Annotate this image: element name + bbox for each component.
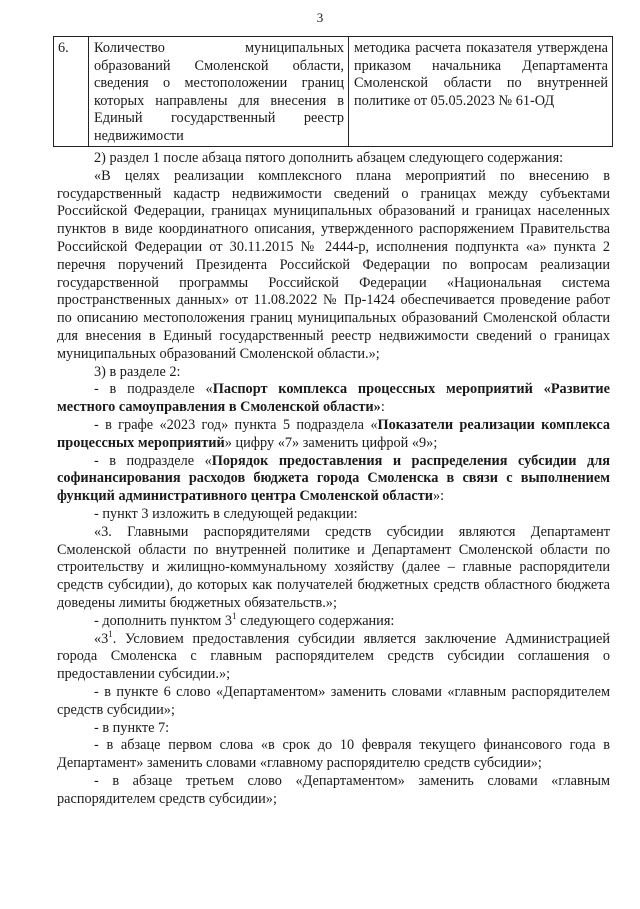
paragraph-quote-point3-1: «$3^1$. Условием предоставления субсидии является заключение Администрацией города Смоленска с главным распорядителем средств субсидии соглашения о предоставлении субсидии.»; <box>57 628 610 683</box>
paragraph-section2: 3) в разделе 2: <box>94 363 181 380</box>
paragraph-add-point3-1: - дополнить пунктом $3^1$ следующего содержания: <box>94 610 395 629</box>
paragraph-section1: 2) раздел 1 после абзаца пятого дополнить абзацем следующего содержания: <box>94 150 564 166</box>
bold-subsidy-title: Порядок предоставления и распределения субсидии для софинансирования расходов бюджета города Смоленска в связи с выполнением функций административного центра Смоленской области <box>57 452 611 505</box>
bold-indicators-title: Показатели реализации комплекса процессных мероприятий <box>57 416 610 451</box>
table-row <box>54 37 613 147</box>
paragraph-point6: - в пункте 6 слово «Департаментом» заменить словами «главным распорядителем средств субсидии»; <box>57 683 610 718</box>
paragraph-point7-third: - в абзаце третьем слово «Департаментом» заменить словами «главным распорядителем средств субсидии»; <box>57 772 610 807</box>
paragraph-point7-first: - в абзаце первом слова «в срок до 10 февраля текущего финансового года в Департамент» заменить словами «главному распорядителю средств субсидии»; <box>57 737 610 772</box>
indicator-description: Количество муниципальных образований Смоленской области, сведения о местоположении границ которых направлены для внесения в Единый государственный реестр недвижимости <box>89 37 349 147</box>
indicator-table <box>53 36 613 147</box>
indicator-method: методика расчета показателя утверждена приказом начальника Департамента Смоленской области по внутренней политике от 05.05.2023 № 61-ОД <box>349 37 613 147</box>
document-body <box>57 150 610 808</box>
row-number: 6. <box>54 37 89 147</box>
paragraph-quote-point3: «3. Главными распорядителями средств субсидии являются Департамент Смоленской области по внутренней политике и Департамент Смоленской области по строительству и жилищно-коммунальному хозяйству (далее – главные распорядители средств субсидии), до которых как получателей бюджетных средств областного бюджета доведены лимиты бюджетных обязательств.»; <box>57 523 610 611</box>
paragraph-point7: - в пункте 7: <box>94 719 170 736</box>
bold-passport-title: Паспорт комплекса процессных мероприятий «Развитие местного самоуправления в Смоленской области» <box>57 381 611 416</box>
paragraph-point3: - пункт 3 изложить в следующей редакции: <box>94 505 358 522</box>
paragraph-indicators: - в графе «2023 год» пункта 5 подраздела «Показатели реализации комплекса процессных мероприятий» цифру «7» заменить цифрой «9»; <box>57 416 610 451</box>
paragraph-passport: - в подразделе «Паспорт комплекса процессных мероприятий «Развитие местного самоуправления в Смоленской области»: <box>57 381 611 416</box>
page-number: 3 <box>316 10 324 25</box>
paragraph-subsidy-order: - в подразделе «Порядок предоставления и распределения субсидии для софинансирования расходов бюджета города Смоленска в связи с выполнением функций административного центра Смоленской области»: <box>57 452 611 505</box>
paragraph-quote-cadastre: «В целях реализации комплексного плана мероприятий по внесению в государственный кадастр недвижимости сведений о границах между субъектами Российской Федерации, границах муниципальных образований и границах населенных пунктов в виде координатного описания, утвержденного распоряжением Правительства Российской Федерации от 30.11.2015 № 2444-р, исполнения подпункта «а» пункта 2 перечня поручений Президента Российской Федерации по вопросам реализации государственной программы Российской Федерации «Национальная система пространственных данных» от 11.08.2022 № Пр-1424 обеспечивается проведение работ по описанию местоположения границ муниципальных образований Смоленской области для внесения в Единый государственный реестр недвижимости сведений о границах муниципальных образований Смоленской области.»; <box>57 167 610 362</box>
